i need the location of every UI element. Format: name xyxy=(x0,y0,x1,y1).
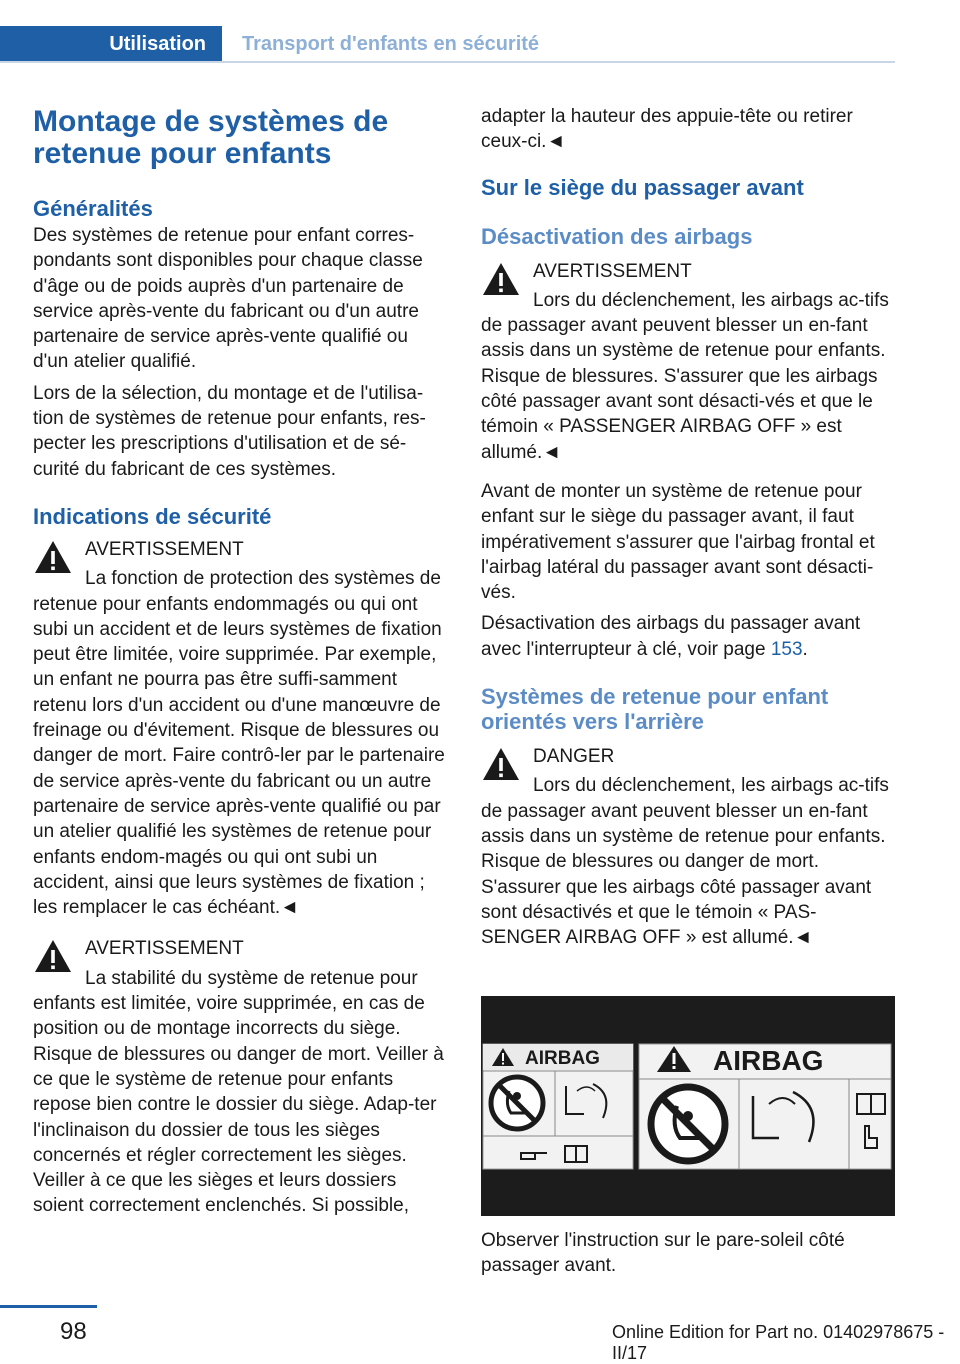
warning-text: La stabilité du système de retenue pour enfants est limitée, voire supprimée, en cas de position ou de montage incorrects du siège. Risque de blessures ou danger de mort. Veiller à ce que le système de retenue pour enfants repose bien contre le dossier du siège. Adap-ter l'inclinaison du dossier de tous les sièges concernés et régler correctement les sièges. Veiller à ce que les sièges et leurs dossiers soient correctement enclenchés. Si possible, xyxy=(33,967,444,1217)
edition-text: Online Edition for Part no. 01402978675 - II/17 xyxy=(612,1322,945,1363)
heading-rear-facing: Systèmes de retenue pour enfant orientés vers l'arrière xyxy=(481,684,829,735)
warning-triangle-icon xyxy=(33,938,73,974)
heading-passager-avant: Sur le siège du passager avant xyxy=(481,174,804,200)
heading-desactivation: Désactivation des airbags xyxy=(481,223,753,249)
right-column xyxy=(481,100,895,950)
section-tab-transport[interactable]: Transport d'enfants en sécurité xyxy=(242,33,540,55)
airbag-label-small-text: AIRBAG xyxy=(525,1048,600,1069)
heading-generalites: Généralités xyxy=(33,196,153,221)
paragraph-generalites-1: Des systèmes de retenue pour enfant corres-pondants sont disponibles pour chaque classe d'âge ou de poids auprès d'un partenaire de service après-vente du fabricant ou d'un autre partenaire de service après-vente qualifié ou d'un atelier qualifié. xyxy=(33,225,423,373)
desactivation-ref-text: Désactivation des airbags du passager avant avec l'interrupteur à clé, voir page xyxy=(481,613,861,660)
warning-block-1 xyxy=(33,537,445,920)
warning-label: AVERTISSEMENT xyxy=(85,938,244,960)
warning-block-3 xyxy=(481,259,895,465)
danger-label: DANGER xyxy=(533,746,615,768)
page-number: 98 xyxy=(60,1318,87,1345)
continued-text: adapter la hauteur des appuie-tête ou retirer ceux-ci.◄ xyxy=(481,106,853,153)
warning-label: AVERTISSEMENT xyxy=(85,538,244,560)
warning-triangle-icon xyxy=(481,261,521,297)
paragraph-generalites-2: Lors de la sélection, du montage et de l'utilisa-tion de systèmes de retenue pour enfants, res-pecter les prescriptions d'utilisation et de sé-curité du fabricant de ces systèmes. xyxy=(33,382,426,480)
warning-block-2 xyxy=(33,936,445,1218)
header-divider xyxy=(0,61,895,63)
page-link-153[interactable]: 153 xyxy=(770,638,803,660)
no-child-seat-icon xyxy=(491,1077,543,1129)
airbag-label-large-text: AIRBAG xyxy=(713,1045,824,1076)
left-column xyxy=(33,100,445,1219)
figure-caption: Observer l'instruction sur le pare-soleil côté passager avant. xyxy=(481,1230,845,1277)
caption-container xyxy=(481,1228,895,1279)
warning-triangle-icon xyxy=(33,539,73,575)
page-title: Montage de systèmes de retenue pour enfants xyxy=(33,105,389,170)
airbag-label-figure xyxy=(481,996,895,1216)
warning-triangle-icon xyxy=(481,746,521,782)
warning-text: Lors du déclenchement, les airbags ac-tifs de passager avant peuvent blesser un en-fant assis dans un système de retenue pour enfants. Risque de blessures. S'assurer que les airbags côté passager avant sont désacti-vés et que le témoin « PASSENGER AIRBAG OFF » est allumé.◄ xyxy=(481,289,889,463)
desactivation-ref-end: . xyxy=(802,638,808,660)
warning-label: AVERTISSEMENT xyxy=(533,260,692,282)
danger-text: Lors du déclenchement, les airbags ac-tifs de passager avant peuvent blesser un en-fant assis dans un système de retenue pour enfants. Risque de blessures ou danger de mort. S'assurer que les airbags côté passager avant sont désactivés et que le témoin « PAS-SENGER AIRBAG OFF » est allumé.◄ xyxy=(481,775,889,949)
no-child-seat-icon xyxy=(651,1087,725,1161)
warning-text: La fonction de protection des systèmes de retenue pour enfants endommagés ou qui ont subi un accident et de leurs systèmes de fixation peut être limitée, voire supprimée. Par exemple, un enfant ne pourra pas être suffi-samment retenu lors d'un accident ou d'une manœuvre de freinage ou d'évitement. Risque de blessures ou danger de mort. Faire contrô-ler par le partenaire de service après-vente du fabricant ou un autre partenaire de service après-vente qualifié ou par un atelier qualifié les systèmes de retenue pour enfants endom-magés ou qui ont subi un accident, ainsi que leurs systèmes de fixation ; les remplacer le cas échéant.◄ xyxy=(33,568,445,919)
paragraph-avant-montage: Avant de monter un système de retenue pour enfant sur le siège du passager avant, il faut impérativement s'assurer que l'airbag frontal et l'airbag latéral du passager avant sont désacti-vés. xyxy=(481,480,875,604)
airbag-label-illustration xyxy=(481,996,895,1216)
section-tab-utilisation[interactable]: Utilisation xyxy=(0,26,222,62)
paragraph-desactivation-ref xyxy=(481,611,895,662)
heading-securite: Indications de sécurité xyxy=(33,503,272,529)
danger-block xyxy=(481,744,895,950)
footer-divider xyxy=(0,1305,97,1308)
